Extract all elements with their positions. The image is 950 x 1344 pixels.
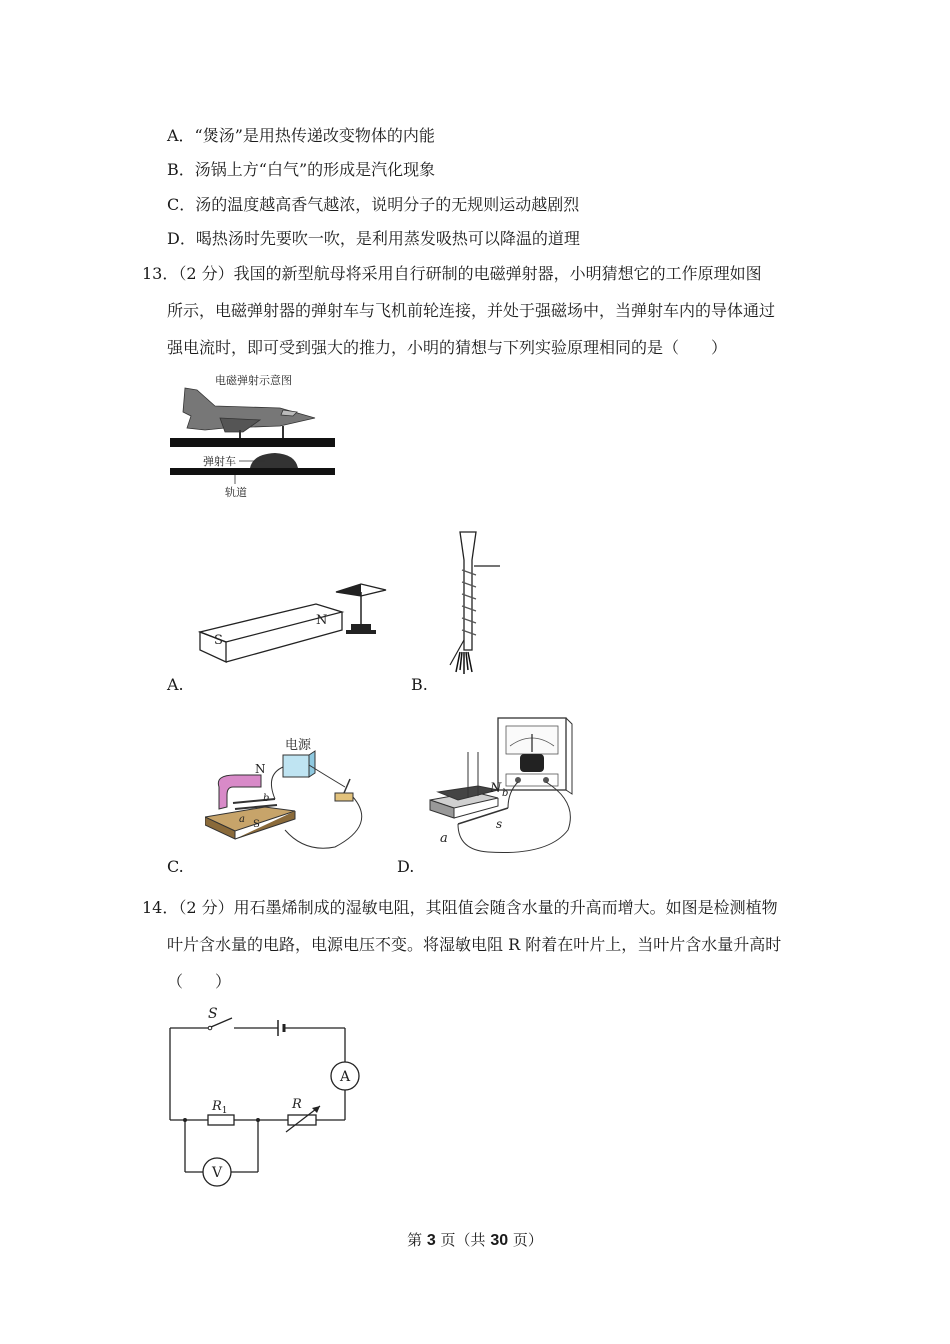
circuit-diagram <box>160 1000 370 1195</box>
option-a-label: A. <box>167 675 184 694</box>
page-number: 3 <box>426 1232 436 1249</box>
q14-line-1: 14．（2 分）用石墨烯制成的湿敏电阻，其阻值会随含水量的升高而增大。如图是检测植物 <box>142 898 778 917</box>
c-a-label: a <box>239 814 245 825</box>
switch-label: S <box>208 1006 218 1022</box>
d-s-label: s <box>496 817 503 831</box>
c-b-label: b <box>263 793 270 804</box>
r1-label: $R_1$ <box>212 1099 228 1116</box>
option-d-label: D. <box>397 857 415 876</box>
q13-line-1: 13．（2 分）我国的新型航母将采用自行研制的电磁弹射器，小明猜想它的工作原理如图 <box>142 264 762 283</box>
c-n-label: N <box>255 762 266 776</box>
power-label: 电源 <box>285 738 312 753</box>
q13-line-2: 所示，电磁弹射器的弹射车与飞机前轮连接，并处于强磁场中，当弹射车内的导体通过 <box>167 301 776 320</box>
catapult-diagram <box>165 368 340 503</box>
option-b-label: B. <box>411 675 428 694</box>
q14-line-3: （ ） <box>167 972 232 991</box>
magnet-n-label: N <box>316 613 328 628</box>
page-footer: 第 3 页（共 30 页） <box>407 1231 543 1249</box>
voltmeter-label: V <box>211 1165 223 1181</box>
option-c-label: C. <box>167 857 184 876</box>
option-c: C．汤的温度越高香气越浓，说明分子的无规则运动越剧烈 <box>167 195 580 214</box>
electromagnet-figure <box>430 530 520 680</box>
ammeter-label: A <box>339 1069 351 1085</box>
q14-line-2: 叶片含水量的电路，电源电压不变。将湿敏电阻 R 附着在叶片上，当叶片含水量升高时 <box>167 935 782 954</box>
magnet-s-label: S <box>214 633 223 648</box>
d-b-label: b <box>502 788 509 799</box>
induction-figure <box>428 712 603 857</box>
page-total: 30 <box>490 1232 509 1249</box>
d-n-label: N <box>490 781 502 796</box>
track-label: 轨道 <box>225 486 247 499</box>
option-d: D．喝热汤时先要吹一吹，是利用蒸发吸热可以降温的道理 <box>167 229 580 248</box>
catapult-title: 电磁弹射示意图 <box>215 374 292 387</box>
motor-principle-figure <box>205 735 380 853</box>
d-a-label: a <box>440 831 448 846</box>
option-a: A．“煲汤”是用热传递改变物体的内能 <box>167 126 435 145</box>
q13-line-3: 强电流时，即可受到强大的推力，小明的猜想与下列实验原理相同的是（ ） <box>167 338 728 357</box>
car-label: 弹射车 <box>203 455 236 468</box>
jet-icon <box>183 388 315 432</box>
r-label: R <box>292 1097 302 1112</box>
option-b: B．汤锅上方“白气”的形成是汽化现象 <box>167 160 436 179</box>
c-s-label: S <box>253 819 260 830</box>
paperclips-icon <box>456 652 472 674</box>
bar-magnet-figure <box>196 580 396 680</box>
